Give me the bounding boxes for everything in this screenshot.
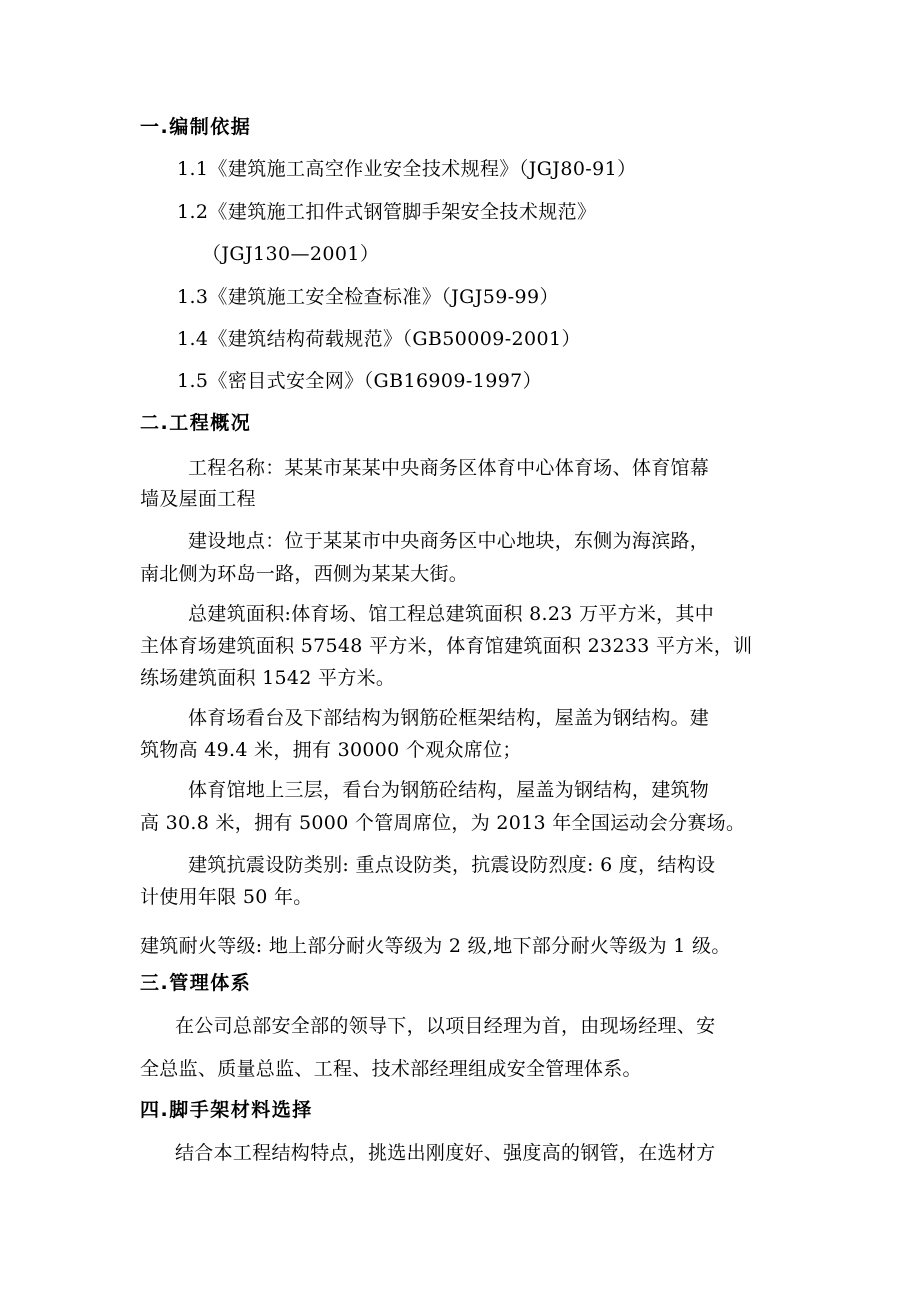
paragraph-line: 体育场看台及下部结构为钢筋砼框架结构，屋盖为钢结构。建 — [188, 707, 710, 729]
paragraph-line: 体育馆地上三层，看台为钢筋砼结构，屋盖为钢结构，建筑物 — [188, 779, 710, 801]
paragraph-line: 工程名称：某某市某某中央商务区体育中心体育场、体育馆幕 — [188, 457, 710, 479]
paragraph-line: 墙及屋面工程 — [140, 488, 256, 510]
paragraph-line: 计使用年限 50 年。 — [140, 886, 313, 908]
paragraph-line: 练场建筑面积 1542 平方米。 — [140, 667, 396, 689]
paragraph-line: 建筑耐火等级: 地上部分耐火等级为 2 级,地下部分耐火等级为 1 级。 — [140, 935, 731, 957]
reference-item-1-5: 1.5《密目式安全网》（GB16909-1997） — [177, 370, 543, 392]
paragraph-line: 主体育场建筑面积 57548 平方米，体育馆建筑面积 23233 平方米，训 — [140, 635, 753, 657]
reference-item-1-2: 1.2《建筑施工扣件式钢管脚手架安全技术规范》 — [177, 201, 597, 223]
paragraph-line: 筑物高 49.4 米，拥有 30000 个观众席位； — [140, 739, 522, 761]
paragraph-line: 南北侧为环岛一路，西侧为某某大街。 — [140, 563, 469, 585]
section-heading-4: 四.脚手架材料选择 — [140, 1099, 313, 1121]
section-heading-2: 二.工程概况 — [140, 412, 252, 434]
paragraph-line: 建设地点：位于某某市中央商务区中心地块，东侧为海滨路， — [188, 530, 710, 552]
paragraph-line: 在公司总部安全部的领导下，以项目经理为首，由现场经理、安 — [175, 1015, 716, 1037]
reference-item-1-1: 1.1《建筑施工高空作业安全技术规程》（JGJ80-91） — [177, 158, 637, 180]
paragraph-line: 高 30.8 米，拥有 5000 个管周席位，为 2013 年全国运动会分赛场。 — [140, 812, 746, 834]
paragraph-line: 总建筑面积:体育场、馆工程总建筑面积 8.23 万平方米，其中 — [188, 603, 715, 625]
paragraph-line: 建筑抗震设防类别: 重点设防类，抗震设防烈度: 6 度，结构设 — [188, 854, 716, 876]
reference-item-1-3: 1.3《建筑施工安全检查标准》（JGJ59-99） — [177, 286, 559, 308]
paragraph-line: 全总监、质量总监、工程、技术部经理组成安全管理体系。 — [140, 1058, 642, 1080]
section-heading-3: 三.管理体系 — [140, 972, 252, 994]
section-heading-1: 一.编制依据 — [140, 116, 252, 138]
reference-item-1-2-code: （JGJ130—2001） — [202, 243, 380, 265]
paragraph-line: 结合本工程结构特点，挑选出刚度好、强度高的钢管，在选材方 — [175, 1142, 716, 1164]
reference-item-1-4: 1.4《建筑结构荷载规范》（GB50009-2001） — [177, 328, 581, 350]
